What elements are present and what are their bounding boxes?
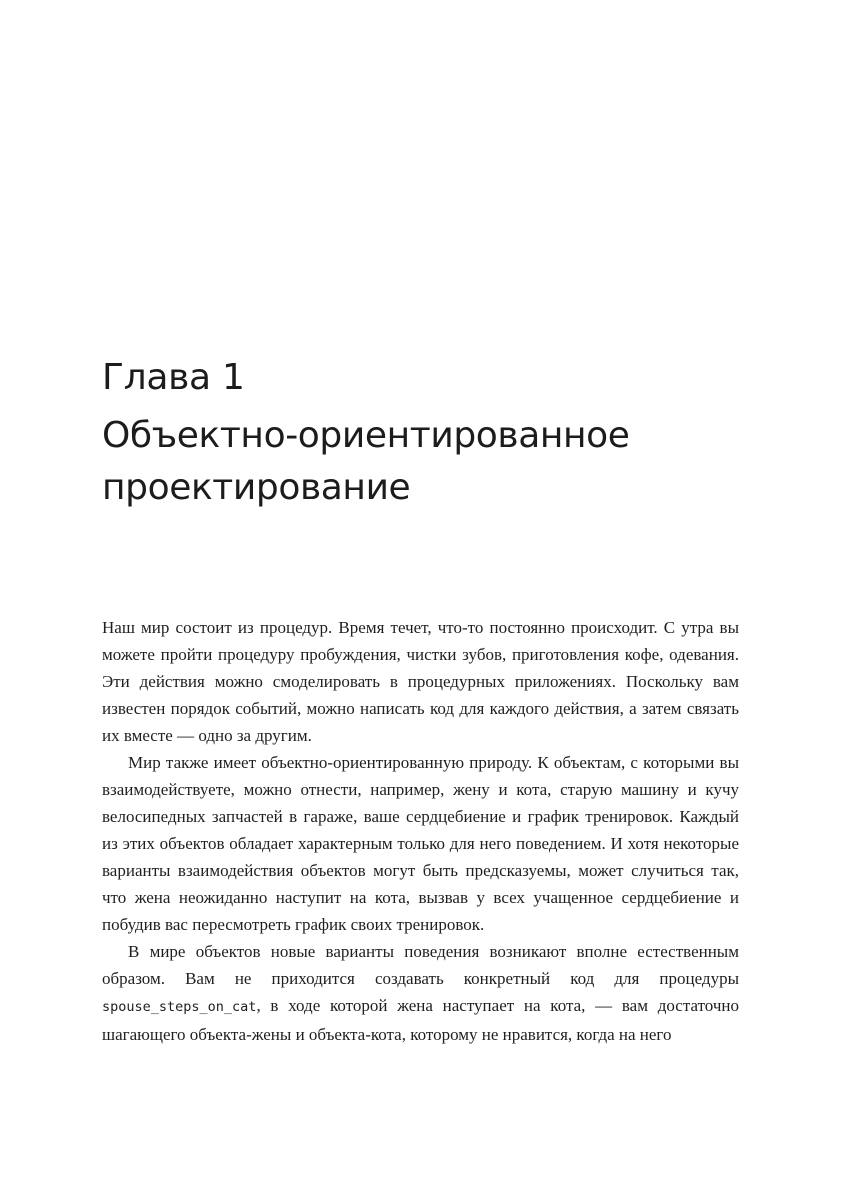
chapter-title-line-1: Объектно-ориентированное (102, 415, 630, 456)
paragraph-2: Мир также имеет объектно-ориентированную природу. К объектам, с которыми вы взаимодействуете, можно отнести, например, жену и кота, старую машину и кучу велосипедных запчастей в гараже, ваше сердцебиение и график тренировок. Каждый из этих объектов обладает характерным только для него поведением. И хотя некоторые варианты взаимодействия объектов могут быть предсказуемы, может случиться так, что жена неожиданно наступит на кота, вызвав у всех учащенное сердцебиение и побудив вас пересмотреть график своих тренировок. (102, 753, 739, 934)
chapter-title-line-2: проектирование (102, 467, 411, 508)
paragraph-3-text-end: , в ходе которой жена наступает на кота, — вам достаточно шагающего объекта-жены и объекта-кота, которому не нравится, когда на него (102, 996, 739, 1044)
paragraph-1: Наш мир состоит из процедур. Время течет, что-то постоянно происходит. С утра вы можете пройти процедуру пробуждения, чистки зубов, приготовления кофе, одевания. Эти действия можно смоделировать в процедурных приложениях. Поскольку вам известен порядок событий, можно написать код для каждого действия, а затем связать их вместе — одно за другим. (102, 618, 739, 745)
chapter-number: Глава 1 (102, 357, 245, 398)
paragraph-3 (102, 938, 739, 1048)
body-text (102, 614, 739, 1048)
inline-code: spouse_steps_on_cat (102, 999, 257, 1015)
paragraph-3-text-start: В мире объектов новые варианты поведения возникают вполне естественным образом. Вам не приходится создавать конкретный код для процедуры (102, 942, 739, 988)
chapter-title (102, 410, 762, 514)
